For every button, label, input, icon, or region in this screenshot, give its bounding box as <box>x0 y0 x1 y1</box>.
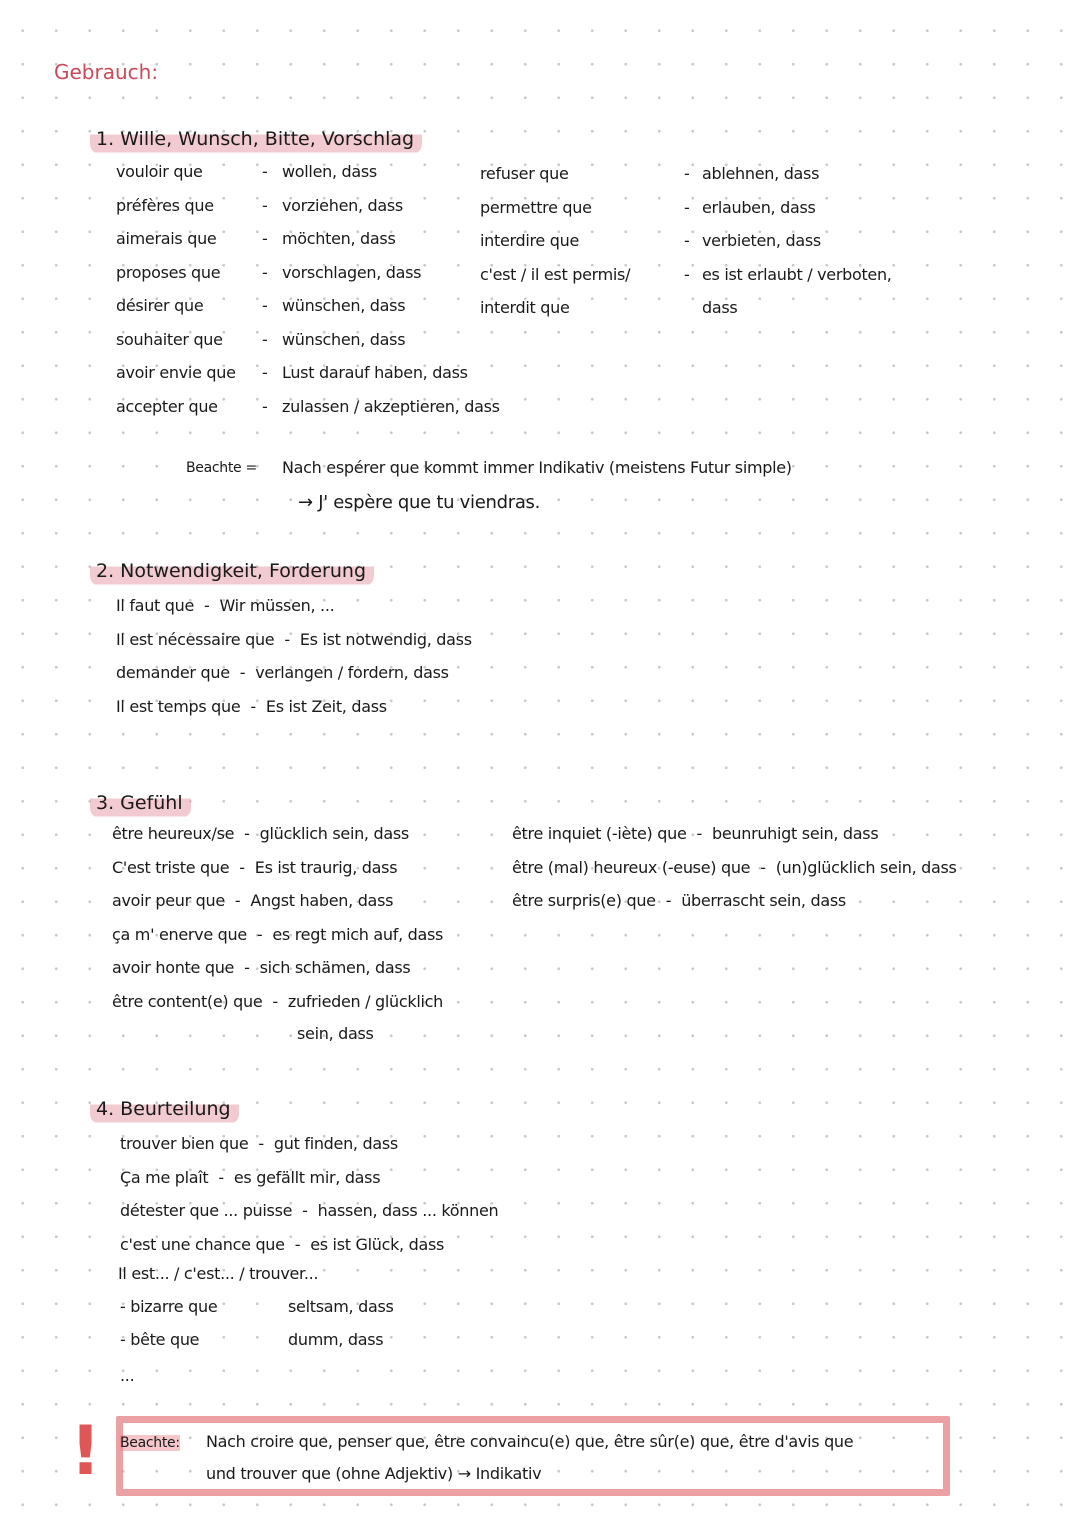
entry-dash: - <box>284 629 290 649</box>
note-label: Beachte = <box>186 460 257 476</box>
entry-french: avoir peur que <box>112 891 225 910</box>
note-text: Nach espérer que kommt immer Indikativ (meistens Futur simple) <box>282 458 792 477</box>
entry-german: zulassen / akzeptieren, dass <box>282 396 500 416</box>
exclamation-icon: ! <box>70 1412 102 1491</box>
entry-french: être surpris(e) que <box>512 891 656 910</box>
entry-french: c'est une chance que <box>120 1234 285 1254</box>
entry-german: möchten, dass <box>282 229 396 248</box>
entry-dash: - <box>262 195 268 215</box>
entry-row <box>116 697 397 716</box>
entry-french: Il faut que <box>116 596 195 615</box>
entry-german: ablehnen, dass <box>702 164 820 183</box>
entry-french: avoir honte que <box>112 958 235 977</box>
entry-row <box>116 630 482 649</box>
entry-french: avoir envie que <box>116 363 236 382</box>
extra-de: seltsam, dass <box>288 1297 394 1316</box>
entry-french: interdit que <box>480 298 570 317</box>
extra-line: Il est... / c'est... / trouver... <box>118 1264 319 1283</box>
entry-german: vorschlagen, dass <box>282 262 422 282</box>
entry-french: Il est temps que <box>116 696 241 716</box>
section-heading: 3. Gefühl <box>90 790 191 818</box>
entry-continuation: sein, dass <box>297 1024 374 1043</box>
entry-dash: - <box>262 363 268 382</box>
entry-german: vorziehen, dass <box>282 195 403 215</box>
entry-german: wünschen, dass <box>282 329 406 349</box>
extra-ellipsis: ... <box>120 1366 135 1385</box>
entry-row <box>112 824 419 843</box>
entry-row <box>116 663 459 682</box>
entry-german: Wir müssen, ... <box>219 596 335 615</box>
note-example: → J' espère que tu viendras. <box>298 492 541 513</box>
entry-german: es regt mich auf, dass <box>272 924 444 944</box>
entry-row <box>512 858 967 877</box>
warning-box <box>116 1416 950 1496</box>
entry-dash: - <box>244 824 250 843</box>
entry-german: beunruhigt sein, dass <box>711 824 879 843</box>
warning-label: Beachte: <box>120 1435 180 1451</box>
extra-fr: - bête que <box>120 1330 200 1349</box>
entry-french: permettre que <box>480 197 592 217</box>
page-title: Gebrauch: <box>54 60 159 84</box>
entry-french: désirer que <box>116 296 204 315</box>
entry-german: Es ist Zeit, dass <box>265 696 387 716</box>
entry-row <box>512 824 888 843</box>
entry-dash: - <box>665 891 672 910</box>
entry-german: Es ist traurig, dass <box>254 857 398 877</box>
entry-dash: - <box>684 164 690 183</box>
entry-french: être content(e) que <box>112 991 263 1011</box>
entry-dash: - <box>262 296 268 315</box>
entry-row <box>120 1168 390 1187</box>
entry-row <box>120 1201 508 1220</box>
entry-dash: - <box>684 197 690 217</box>
entry-french: Il est nécessaire que <box>116 629 275 649</box>
entry-dash: - <box>250 696 256 716</box>
entry-row <box>112 858 407 877</box>
entry-french: Ça me plaît <box>120 1167 209 1187</box>
section-heading: 1. Wille, Wunsch, Bitte, Vorschlag <box>90 126 422 154</box>
entry-german: (un)glücklich sein, dass <box>775 857 957 877</box>
entry-german: wollen, dass <box>282 162 377 181</box>
entry-german: überrascht sein, dass <box>681 891 846 910</box>
entry-german: wünschen, dass <box>282 296 406 315</box>
entry-french: détester que ... puisse <box>120 1201 293 1220</box>
entry-german: dass <box>702 298 738 317</box>
entry-french: proposes que <box>116 262 221 282</box>
entry-dash: - <box>272 991 278 1011</box>
entry-dash: - <box>244 958 250 977</box>
entry-row <box>112 992 453 1011</box>
entry-dash: - <box>262 262 268 282</box>
section-heading: 4. Beurteilung <box>90 1096 239 1124</box>
entry-french: accepter que <box>116 396 218 416</box>
entry-dash: - <box>204 596 210 615</box>
entry-german: Angst haben, dass <box>250 891 394 910</box>
entry-german: sich schämen, dass <box>259 958 411 977</box>
entry-german: Es ist notwendig, dass <box>299 629 472 649</box>
entry-french: ça m' enerve que <box>112 924 247 944</box>
entry-german: zufrieden / glücklich <box>287 991 443 1011</box>
entry-dash: - <box>239 857 245 877</box>
entry-german: gut finden, dass <box>273 1134 398 1153</box>
warning-line-2: und trouver que (ohne Adjektiv) → Indikativ <box>206 1464 542 1483</box>
entry-dash: - <box>262 162 268 181</box>
entry-french: demander que <box>116 663 230 682</box>
warning-line-1: Nach croire que, penser que, être convaincu(e) que, être sûr(e) que, être d'avis que <box>206 1432 854 1451</box>
section-heading: 2. Notwendigkeit, Forderung <box>90 558 374 586</box>
entry-dash: - <box>262 329 268 349</box>
entry-german: hassen, dass ... können <box>317 1201 499 1220</box>
entry-row <box>120 1235 454 1254</box>
entry-german: glücklich sein, dass <box>259 824 409 843</box>
entry-german: es ist Glück, dass <box>310 1234 445 1254</box>
entry-row <box>112 925 453 944</box>
entry-dash: - <box>258 1134 264 1153</box>
entry-french: C'est triste que <box>112 857 230 877</box>
entry-dash: - <box>256 924 263 944</box>
entry-dash: - <box>218 1167 224 1187</box>
entry-french: c'est / il est permis/ <box>480 264 631 284</box>
entry-dash: - <box>684 231 690 250</box>
entry-dash: - <box>234 891 241 910</box>
entry-french: interdire que <box>480 231 579 250</box>
extra-de: dumm, dass <box>288 1330 384 1349</box>
entry-dash: - <box>262 396 268 416</box>
entry-dash: - <box>684 264 690 284</box>
entry-dash: - <box>262 229 268 248</box>
entry-german: verbieten, dass <box>702 231 821 250</box>
entry-french: souhaiter que <box>116 329 223 349</box>
entry-row <box>120 1134 408 1153</box>
entry-german: es ist erlaubt / verboten, <box>702 264 892 284</box>
entry-german: verlangen / fordern, dass <box>255 663 449 682</box>
entry-german: Lust darauf haben, dass <box>282 363 468 382</box>
entry-french: être (mal) heureux (-euse) que <box>512 857 751 877</box>
entry-french: être inquiet (-iète) que <box>512 824 687 843</box>
entry-french: vouloir que <box>116 162 203 181</box>
entry-row <box>116 596 344 615</box>
entry-row <box>512 891 856 910</box>
entry-dash: - <box>760 857 766 877</box>
extra-fr: - bizarre que <box>120 1297 218 1316</box>
entry-french: trouver bien que <box>120 1134 249 1153</box>
entry-french: aimerais que <box>116 229 217 248</box>
entry-french: être heureux/se <box>112 824 235 843</box>
entry-row <box>112 891 403 910</box>
entry-row <box>112 958 420 977</box>
entry-german: es gefällt mir, dass <box>233 1167 381 1187</box>
entry-dash: - <box>302 1201 308 1220</box>
entry-dash: - <box>696 824 702 843</box>
entry-dash: - <box>239 663 246 682</box>
entry-german: erlauben, dass <box>702 197 816 217</box>
entry-french: préfères que <box>116 195 214 215</box>
entry-french: refuser que <box>480 164 569 183</box>
entry-dash: - <box>294 1234 301 1254</box>
